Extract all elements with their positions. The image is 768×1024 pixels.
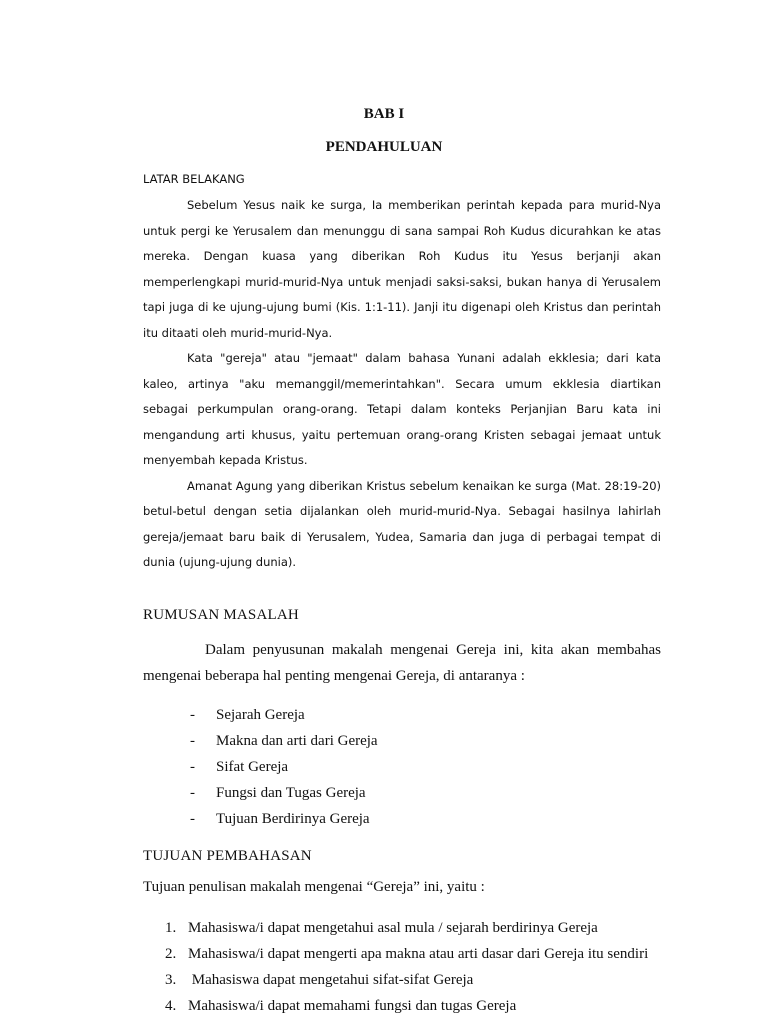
bullet-dash: - (190, 811, 195, 827)
tujuan-pembahasan-intro: Tujuan penulisan makalah mengenai “Gereja” ini, yaitu : (143, 879, 485, 895)
list-item-text: Mahasiswa/i dapat mengetahui asal mula / sejarah berdirinya Gereja (188, 920, 598, 936)
list-number: 3. (165, 972, 177, 988)
bullet-dash: - (190, 707, 195, 723)
list-item-text: Tujuan Berdirinya Gereja (216, 811, 370, 827)
list-item-text: Mahasiswa/i dapat memahami fungsi dan tugas Gereja (188, 998, 517, 1014)
paragraph: Dalam penyusunan makalah mengenai Gereja ini, kita akan membahas mengenai beberapa hal penting mengenai Gereja, di antaranya : (143, 642, 661, 684)
bullet-dash: - (190, 733, 195, 749)
chapter-title: PENDAHULUAN (325, 139, 443, 155)
paragraph: Sebelum Yesus naik ke surga, Ia memberikan perintah kepada para murid-Nya untuk pergi ke Yerusalem dan menunggu di sana sampai Roh Kudus dicurahkan ke atas mereka. Dengan kuasa yang diberikan Roh Kudus itu Yesus berjanji akan memperlengkapi murid-murid-Nya untuk menjadi saksi-saksi, bukan hanya di Yerusalem tapi juga di ke ujung-ujung bumi (Kis. 1:1-11). Janji itu digenapi oleh Kristus dan perintah itu ditaati oleh murid-murid-Nya. (143, 198, 661, 340)
paragraph: Kata "gereja" atau "jemaat" dalam bahasa Yunani adalah ekklesia; dari kata kaleo, artinya "aku memanggil/memerintahkan". Secara umum ekklesia diartikan sebagai perkumpulan orang-orang. Tetapi dalam konteks Perjanjian Baru kata ini mengandung arti khusus, yaitu pertemuan orang-orang Kristen sebagai jemaat untuk menyembah kepada Kristus. (143, 351, 661, 467)
section-heading-rumusan-masalah: RUMUSAN MASALAH (143, 607, 299, 623)
rumusan-masalah-intro (143, 637, 661, 689)
latar-belakang-body (143, 193, 661, 576)
list-number: 4. (165, 998, 177, 1014)
paragraph: Amanat Agung yang diberikan Kristus sebelum kenaikan ke surga (Mat. 28:19-20) betul-betul dengan setia dijalankan oleh murid-murid-Nya. Sebagai hasilnya lahirlah gereja/jemaat baru baik di Yerusalem, Yudea, Samaria dan juga di perbagai tempat di dunia (ujung-ujung dunia). (143, 478, 661, 569)
list-number: 2. (165, 946, 177, 962)
bullet-dash: - (190, 785, 195, 801)
chapter-number: BAB I (363, 106, 405, 122)
list-item-text: Fungsi dan Tugas Gereja (216, 785, 366, 801)
list-number: 1. (165, 920, 177, 936)
bullet-dash: - (190, 759, 195, 775)
section-heading-latar-belakang: LATAR BELAKANG (143, 172, 245, 186)
list-item-text: Sifat Gereja (216, 759, 289, 775)
list-item-text: Sejarah Gereja (216, 707, 305, 723)
list-item-text: Mahasiswa/i dapat mengerti apa makna atau arti dasar dari Gereja itu sendiri (188, 946, 649, 962)
section-heading-tujuan-pembahasan: TUJUAN PEMBAHASAN (143, 848, 312, 864)
list-item-text: Mahasiswa dapat mengetahui sifat-sifat Gereja (188, 972, 474, 988)
list-item-text: Makna dan arti dari Gereja (216, 733, 378, 749)
